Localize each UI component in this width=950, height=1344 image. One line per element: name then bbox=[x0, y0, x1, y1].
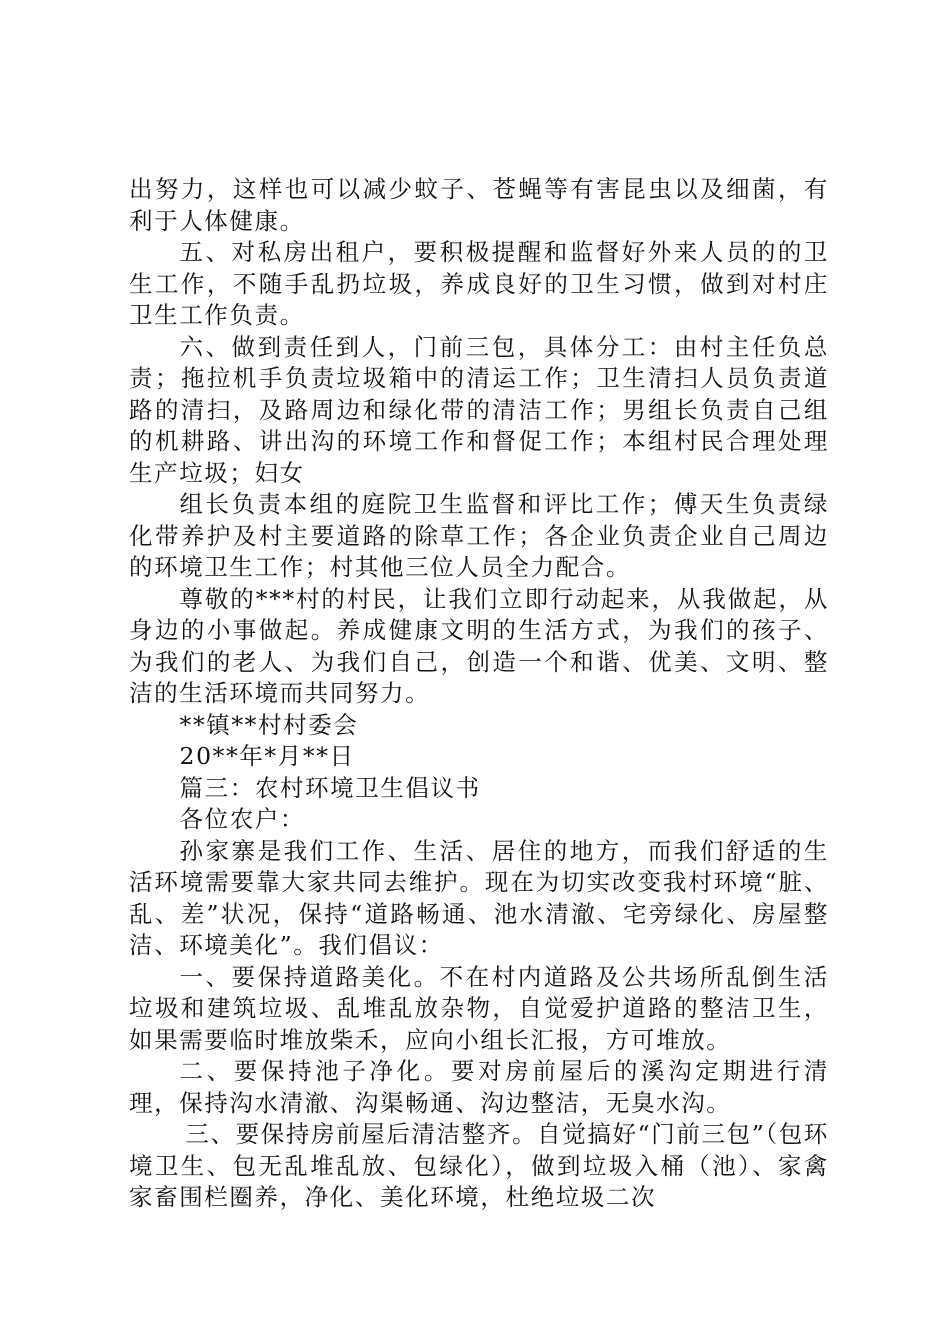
paragraph-continuation: 出努力，这样也可以减少蚊子、苍蝇等有害昆虫以及细菌，有利于人体健康。 bbox=[129, 175, 829, 235]
paragraph-intro: 孙家寨是我们工作、生活、居住的地方，而我们舒适的生活环境需要靠大家共同去维护。现在为切实改变我村环境“脏、乱、差”状况，保持“道路畅通、池水清澈、宅旁绿化、房屋整洁、环境美化”。我们倡议： bbox=[129, 836, 829, 959]
paragraph-appeal: 尊敬的***村的村民，让我们立即行动起来，从我做起，从身边的小事做起。养成健康文明的生活方式，为我们的孩子、为我们的老人、为我们自己，创造一个和谐、优美、文明、整洁的生活环境而共同努力。 bbox=[129, 584, 829, 707]
signature-date: 20**年*月**日 bbox=[179, 742, 355, 770]
paragraph-proposal-three: 三、要保持房前屋后清洁整齐。自觉搞好“门前三包”（包环境卫生、包无乱堆乱放、包绿化），做到垃圾入桶（池）、家禽家畜围栏圈养，净化、美化环境，杜绝垃圾二次 bbox=[129, 1120, 829, 1211]
document-body bbox=[129, 174, 829, 1214]
paragraph-proposal-two: 二、要保持池子净化。要对房前屋后的溪沟定期进行清理，保持沟水清澈、沟渠畅通、沟边整洁，无臭水沟。 bbox=[129, 1057, 829, 1117]
section-title: 篇三：农村环境卫生倡议书 bbox=[179, 773, 481, 802]
salutation: 各位农户： bbox=[179, 805, 306, 833]
paragraph-item-six-continued: 组长负责本组的庭院卫生监督和评比工作；傅天生负责绿化带养护及村主要道路的除草工作；各企业负责企业自己周边的环境卫生工作；村其他三位人员全力配合。 bbox=[129, 490, 829, 581]
paragraph-item-six: 六、做到责任到人，门前三包，具体分工：由村主任负总责；拖拉机手负责垃圾箱中的清运工作；卫生清扫人员负责道路的清扫，及路周边和绿化带的清洁工作；男组长负责自己组的机耕路、讲出沟的环境工作和督促工作；本组村民合理处理生产垃圾；妇女 bbox=[129, 332, 829, 487]
paragraph-proposal-one: 一、要保持道路美化。不在村内道路及公共场所乱倒生活垃圾和建筑垃圾、乱堆乱放杂物，自觉爱护道路的整洁卫生，如果需要临时堆放柴禾，应向小组长汇报，方可堆放。 bbox=[129, 962, 829, 1054]
signature-committee: **镇**村村委会 bbox=[179, 710, 359, 739]
paragraph-item-five: 五、对私房出租户，要积极提醒和监督好外来人员的的卫生工作，不随手乱扔垃圾，养成良好的卫生习惯，做到对村庄卫生工作负责。 bbox=[129, 238, 829, 329]
